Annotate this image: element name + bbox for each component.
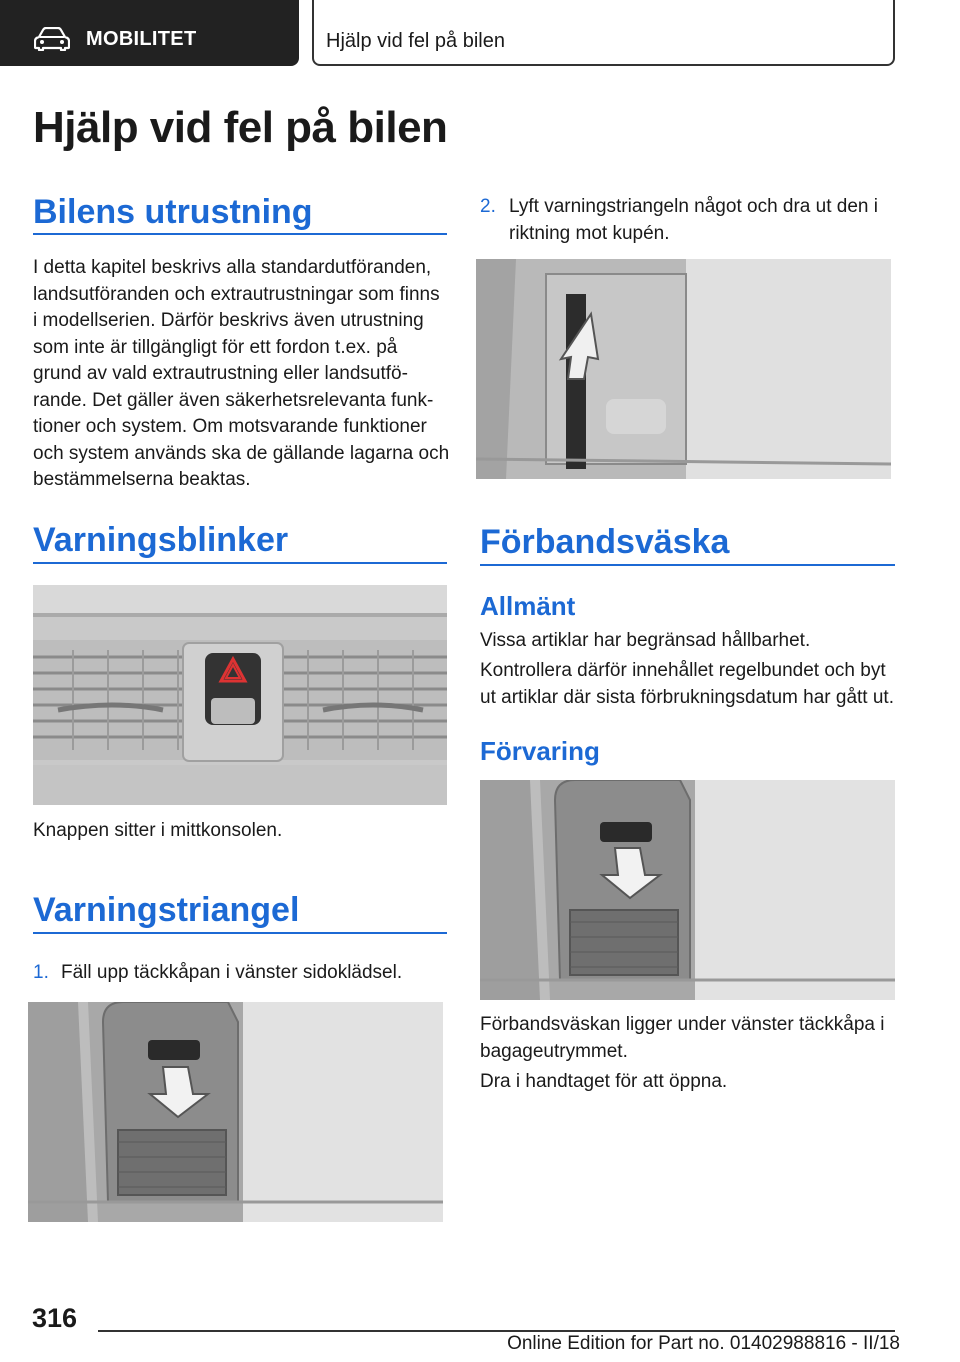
first-aid-storage-image xyxy=(480,780,895,1000)
chapter-title: Hjälp vid fel på bilen xyxy=(326,30,505,52)
subheading-general: Allmänt xyxy=(480,591,576,621)
heading-first-aid: Förbandsväska xyxy=(480,523,730,561)
storage-paragraph-1: Förbandsväskan ligger under vänster täckkåpa i bagageutrymmet. xyxy=(480,1014,885,1062)
heading-rule xyxy=(33,932,447,934)
heading-rule xyxy=(480,564,895,566)
heading-rule xyxy=(33,233,447,235)
section-tab xyxy=(0,0,299,66)
step-1-text: Fäll upp täckkåpan i vänster sidoklädsel. xyxy=(61,962,403,983)
general-paragraph-2: Kontrollera därför innehållet regelbundet och byt ut artiklar där sista förbrukningsdatum har gått ut. xyxy=(480,660,894,708)
hazard-caption: Knappen sitter i mittkonsolen. xyxy=(33,820,283,841)
trunk-cover-image xyxy=(28,1002,443,1222)
footer-edition: Online Edition for Part no. 01402988816 - II/18 xyxy=(507,1333,900,1354)
page-title: Hjälp vid fel på bilen xyxy=(33,103,448,152)
footer-rule xyxy=(98,1330,895,1332)
step-2-text: Lyft varningstriangeln något och dra ut den i riktning mot kupén. xyxy=(509,196,878,244)
step-number: 1. xyxy=(33,962,49,983)
hazard-switch-image xyxy=(33,585,447,805)
page-number: 316 xyxy=(32,1303,78,1333)
car-icon xyxy=(34,27,70,51)
storage-paragraph-2: Dra i handtaget för att öppna. xyxy=(480,1071,728,1092)
chapter-box xyxy=(312,0,895,66)
heading-equipment: Bilens utrustning xyxy=(33,193,313,231)
subheading-storage: Förvaring xyxy=(480,736,600,766)
heading-triangle: Varningstriangel xyxy=(33,891,300,929)
warning-triangle-image xyxy=(476,259,891,479)
general-paragraph-1: Vissa artiklar har begränsad hållbarhet. xyxy=(480,630,811,651)
section-label: MOBILITET xyxy=(86,28,197,50)
heading-rule xyxy=(33,562,447,564)
heading-hazard: Varningsblinker xyxy=(33,521,289,559)
equipment-paragraph: I detta kapitel beskrivs alla standardutföranden, landsutföranden och extrautrustningar som finns i modellserien. Därför beskrivs även utrustning som inte är tillgängligt för ett fordon t.ex. på grund av vald extrautrustning eller landsutfö- rande. Det gäller även säkerhetsrelevanta funk- tioner och system. Om motsvarande funktioner och system används ska de gällande lagarna och bestämmelserna beaktas. xyxy=(33,257,450,490)
step-number: 2. xyxy=(480,196,496,217)
